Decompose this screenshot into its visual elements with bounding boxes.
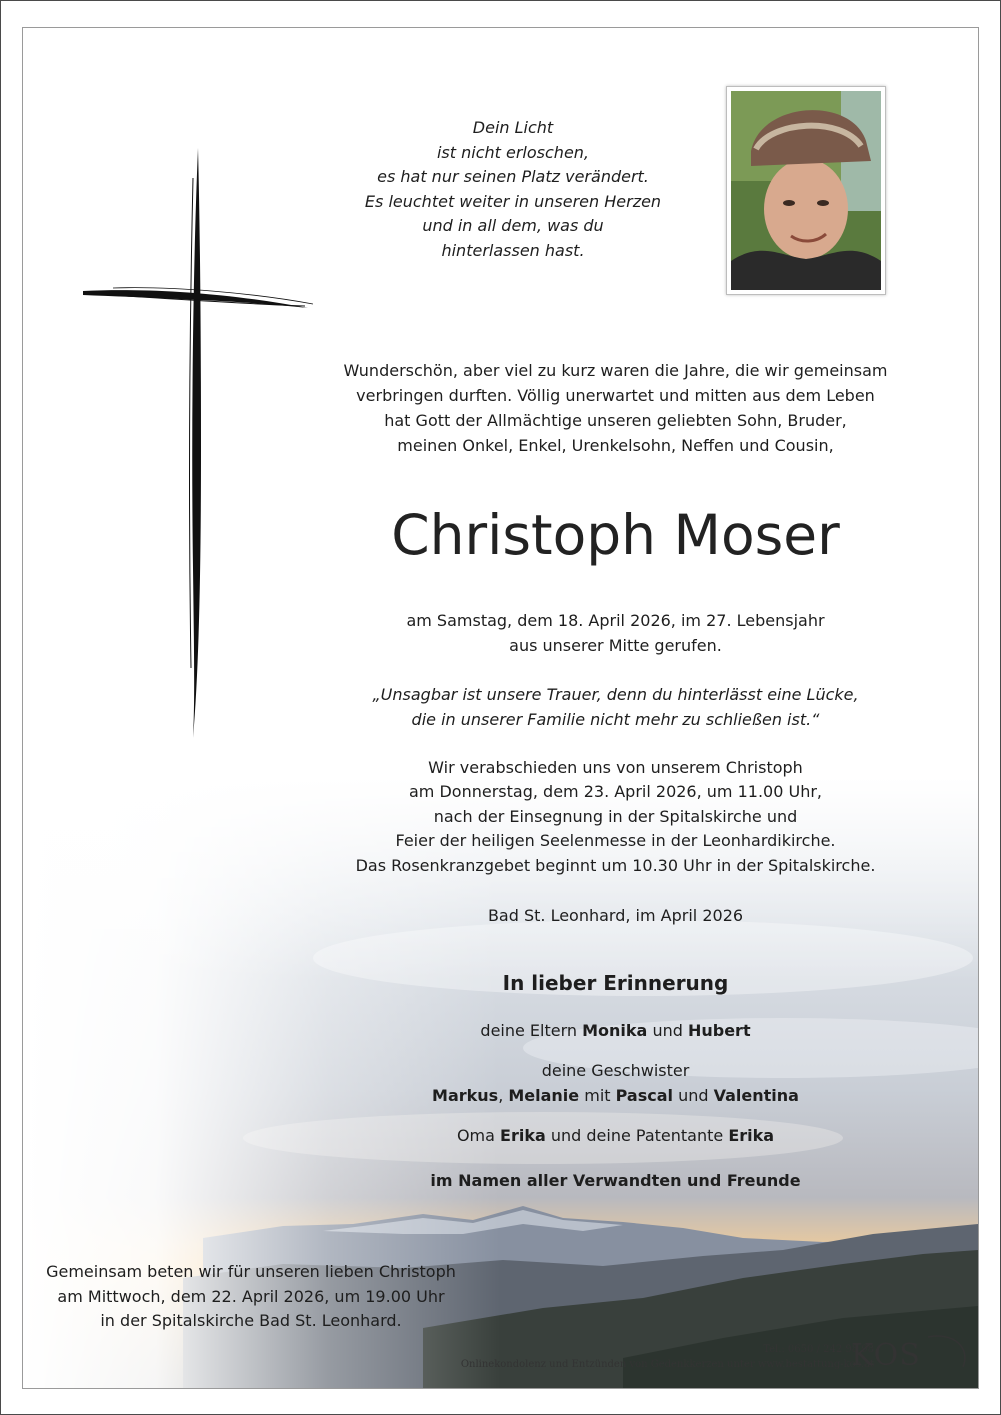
kos-logo: KOS bbox=[851, 1338, 921, 1373]
godmother-name: Erika bbox=[728, 1126, 775, 1145]
grandma-prefix: Oma bbox=[456, 1126, 501, 1145]
siblings-label: deine Geschwister bbox=[541, 1061, 690, 1080]
deceased-name: Christoph Moser bbox=[391, 503, 840, 567]
memory-heading: In lieber Erinnerung bbox=[502, 971, 729, 995]
parent-name: Monika bbox=[582, 1021, 648, 1040]
death-line: am Samstag, dem 18. April 2026, im 27. Lebensjahr bbox=[406, 611, 825, 630]
parents-joiner: und bbox=[647, 1021, 688, 1040]
cross-icon bbox=[83, 148, 313, 738]
mourners-siblings bbox=[323, 1058, 908, 1108]
intro-line: verbringen durften. Völlig unerwartet und mitten aus dem Leben bbox=[356, 386, 875, 405]
grandma-name: Erika bbox=[500, 1126, 546, 1145]
sibling-name: Valentina bbox=[713, 1086, 799, 1105]
prayer-line: am Mittwoch, dem 22. April 2026, um 19.00 Uhr bbox=[57, 1286, 445, 1306]
funeral-line: Das Rosenkranzgebet beginnt um 10.30 Uhr in der Spitalskirche. bbox=[355, 855, 876, 875]
intro-paragraph bbox=[323, 358, 908, 458]
prayer-line: Gemeinsam beten wir für unseren lieben Christoph bbox=[46, 1262, 456, 1281]
prayer-notice bbox=[41, 1260, 461, 1334]
motto-line: ist nicht erloschen, bbox=[436, 142, 590, 162]
footer-phone: Tel.: 0650 / 242 98 98 bbox=[763, 1344, 874, 1355]
mourners-parents bbox=[323, 1018, 908, 1043]
motto-line: es hat nur seinen Platz verändert. bbox=[377, 167, 649, 187]
place-date: Bad St. Leonhard, im April 2026 bbox=[487, 906, 744, 925]
motto-line: hinterlassen hast. bbox=[441, 240, 585, 260]
funeral-details bbox=[323, 756, 908, 878]
siblings-names bbox=[323, 1083, 908, 1108]
funeral-line: nach der Einsegnung in der Spitalskirche und bbox=[433, 806, 798, 826]
mourners-grandma bbox=[323, 1123, 908, 1148]
funeral-line: am Donnerstag, dem 23. April 2026, um 11.00 Uhr, bbox=[409, 782, 822, 802]
quote-line: die in unserer Familie nicht mehr zu schließen ist.“ bbox=[411, 710, 820, 729]
quote-line: „Unsagbar ist unsere Trauer, denn du hinterlässt eine Lücke, bbox=[372, 685, 859, 704]
logo-arc-icon bbox=[923, 1332, 973, 1372]
siblings-separator: mit bbox=[579, 1086, 616, 1105]
sibling-name: Markus bbox=[432, 1086, 499, 1105]
funeral-line: Feier der heiligen Seelenmesse in der Leonhardikirche. bbox=[395, 831, 836, 851]
motto-line: Es leuchtet weiter in unseren Herzen bbox=[364, 191, 662, 211]
footer-online-condolence: Onlinekondolenz und Entzünden von Gedenkkerzen unter www.bestattung-kos.at bbox=[460, 1359, 874, 1370]
siblings-separator: und bbox=[673, 1086, 714, 1105]
portrait-photo bbox=[731, 91, 881, 290]
intro-line: hat Gott der Allmächtige unseren geliebten Sohn, Bruder, bbox=[384, 411, 847, 430]
sibling-name: Pascal bbox=[615, 1086, 674, 1105]
parents-prefix: deine Eltern bbox=[480, 1021, 583, 1040]
on-behalf-line: im Namen aller Verwandten und Freunde bbox=[430, 1171, 801, 1190]
motto-line: Dein Licht bbox=[472, 118, 554, 137]
motto-verse bbox=[323, 116, 703, 264]
obituary-card bbox=[22, 27, 979, 1389]
quote bbox=[323, 682, 908, 732]
portrait-photo-frame bbox=[726, 86, 886, 295]
motto-line: und in all dem, was du bbox=[422, 216, 604, 236]
siblings-separator: , bbox=[498, 1086, 509, 1105]
intro-line: Wunderschön, aber viel zu kurz waren die Jahre, die wir gemeinsam bbox=[343, 361, 888, 380]
death-line: aus unserer Mitte gerufen. bbox=[509, 636, 722, 655]
sibling-name: Melanie bbox=[508, 1086, 580, 1105]
prayer-line: in der Spitalskirche Bad St. Leonhard. bbox=[100, 1311, 402, 1331]
intro-line: meinen Onkel, Enkel, Urenkelsohn, Neffen und Cousin, bbox=[397, 436, 834, 455]
grandma-joiner: und deine Patentante bbox=[545, 1126, 729, 1145]
funeral-line: Wir verabschieden uns von unserem Christoph bbox=[428, 758, 803, 777]
death-notice bbox=[323, 608, 908, 658]
parent-name: Hubert bbox=[687, 1021, 751, 1040]
